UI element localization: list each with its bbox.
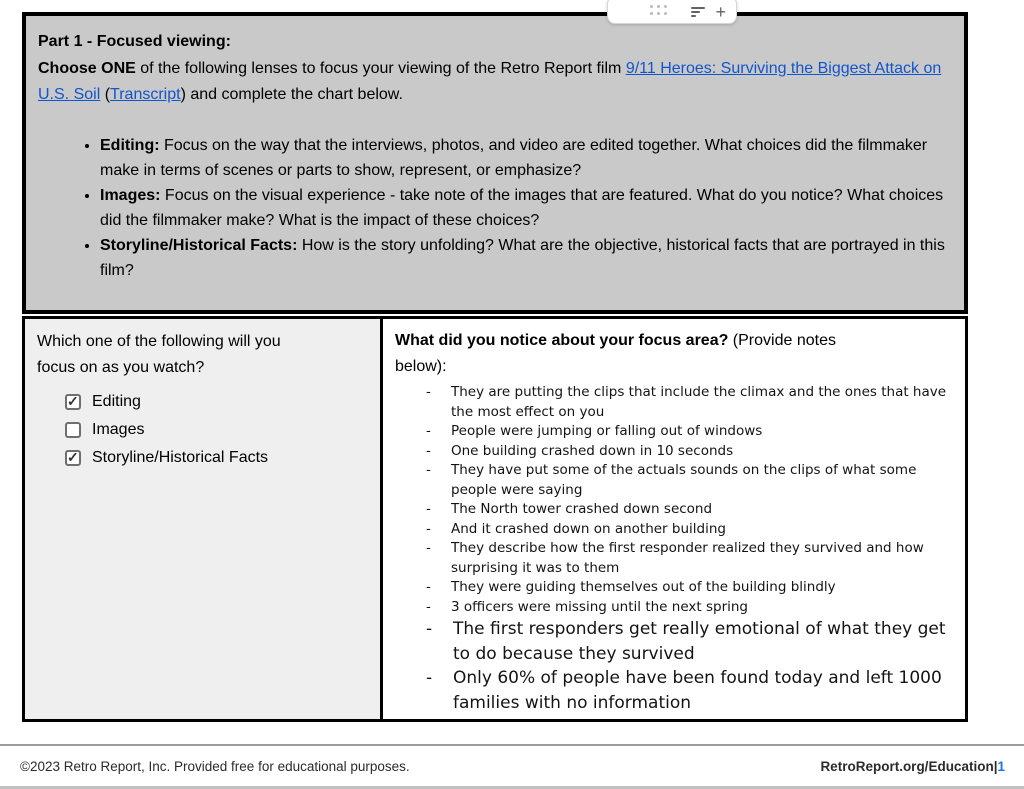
- notes-cell: [383, 319, 965, 719]
- focus-question: Which one of the following will you focus on as you watch?: [37, 333, 281, 376]
- intro-text-2: (: [100, 86, 111, 103]
- intro-text-1: of the following lenses to focus your viewing of the Retro Report film: [135, 59, 626, 77]
- lens-text: How is the story unfolding? What are the objective, historical facts that are portrayed in this film?: [100, 236, 945, 279]
- option-label: Storyline/Historical Facts: [92, 449, 269, 466]
- focus-table: [22, 316, 968, 722]
- lens-item-editing: [100, 133, 948, 183]
- instructions-text: [38, 29, 948, 109]
- lens-item-storyline: [100, 233, 948, 283]
- table-hover-toolbar: [607, 0, 737, 24]
- notes-header-bold: What did you notice about your focus area?: [395, 332, 729, 349]
- intro-bold: Choose ONE: [38, 59, 136, 77]
- focus-question-cell: [25, 319, 383, 719]
- note-item: - One building crashed down in 10 seconds: [423, 442, 953, 462]
- note-item: - People were jumping or falling out of windows: [423, 422, 953, 442]
- notes-header: [395, 328, 873, 380]
- option-label: Editing: [92, 393, 141, 410]
- option-images[interactable]: [65, 416, 368, 444]
- table-options-icon[interactable]: [691, 7, 706, 17]
- notes-list: [423, 383, 953, 715]
- notes-header-rest: (Provide notes below):: [395, 332, 836, 375]
- footer-site-url: RetroReport.org/Education: [820, 759, 994, 774]
- section-title: Part 1 - Focused viewing:: [38, 33, 231, 50]
- note-item: - They have put some of the actuals sounds on the clips of what some people were saying: [423, 461, 953, 500]
- focus-options: [65, 388, 368, 472]
- footer-separator: |: [993, 759, 998, 774]
- option-storyline[interactable]: [65, 444, 368, 472]
- note-item: - They are putting the clips that include the climax and the ones that have the most effect on you: [423, 383, 953, 422]
- transcript-link[interactable]: Transcript: [110, 86, 181, 103]
- note-item: - The North tower crashed down second: [423, 500, 953, 520]
- lens-list: [38, 133, 948, 283]
- lens-label: Storyline/Historical Facts:: [100, 236, 298, 254]
- film-link[interactable]: 9/11 Heroes: Surviving the Biggest Attack on U.S. Soil: [38, 59, 942, 103]
- lens-label: Images:: [100, 186, 161, 204]
- note-item: - They describe how the first responder realized they survived and how surprising it was to them: [423, 539, 953, 578]
- instructions-section: [22, 12, 968, 314]
- intro-text-3: ) and complete the chart below.: [180, 86, 403, 103]
- add-icon[interactable]: +: [715, 1, 726, 22]
- note-item: - 3 officers were missing until the next spring: [423, 598, 953, 618]
- note-item: - Only 60% of people have been found today and left 1000 families with no information: [423, 666, 953, 715]
- footer-site: [820, 759, 1005, 774]
- footer-divider: [0, 744, 1024, 746]
- lens-label: Editing:: [100, 136, 160, 154]
- checkbox-icon[interactable]: [65, 450, 81, 466]
- page-number: 1: [997, 759, 1005, 774]
- drag-handle-icon[interactable]: [650, 5, 671, 19]
- footer-copyright: ©2023 Retro Report, Inc. Provided free for educational purposes.: [20, 759, 410, 774]
- checkbox-icon[interactable]: [65, 422, 81, 438]
- lens-text: Focus on the way that the interviews, photos, and video are edited together. What choices did the filmmaker make in terms of scenes or parts to show, represent, or emphasize?: [100, 136, 928, 179]
- option-label: Images: [92, 421, 145, 438]
- note-item: - They were guiding themselves out of the building blindly: [423, 578, 953, 598]
- lens-text: Focus on the visual experience - take note of the images that are featured. What do you notice? What choices did the filmmaker make? What is the impact of these choices?: [100, 186, 944, 229]
- option-editing[interactable]: [65, 388, 368, 416]
- note-item: - And it crashed down on another building: [423, 520, 953, 540]
- checkbox-icon[interactable]: [65, 394, 81, 410]
- note-item: - The first responders get really emotional of what they get to do because they survived: [423, 617, 953, 666]
- lens-item-images: [100, 183, 948, 233]
